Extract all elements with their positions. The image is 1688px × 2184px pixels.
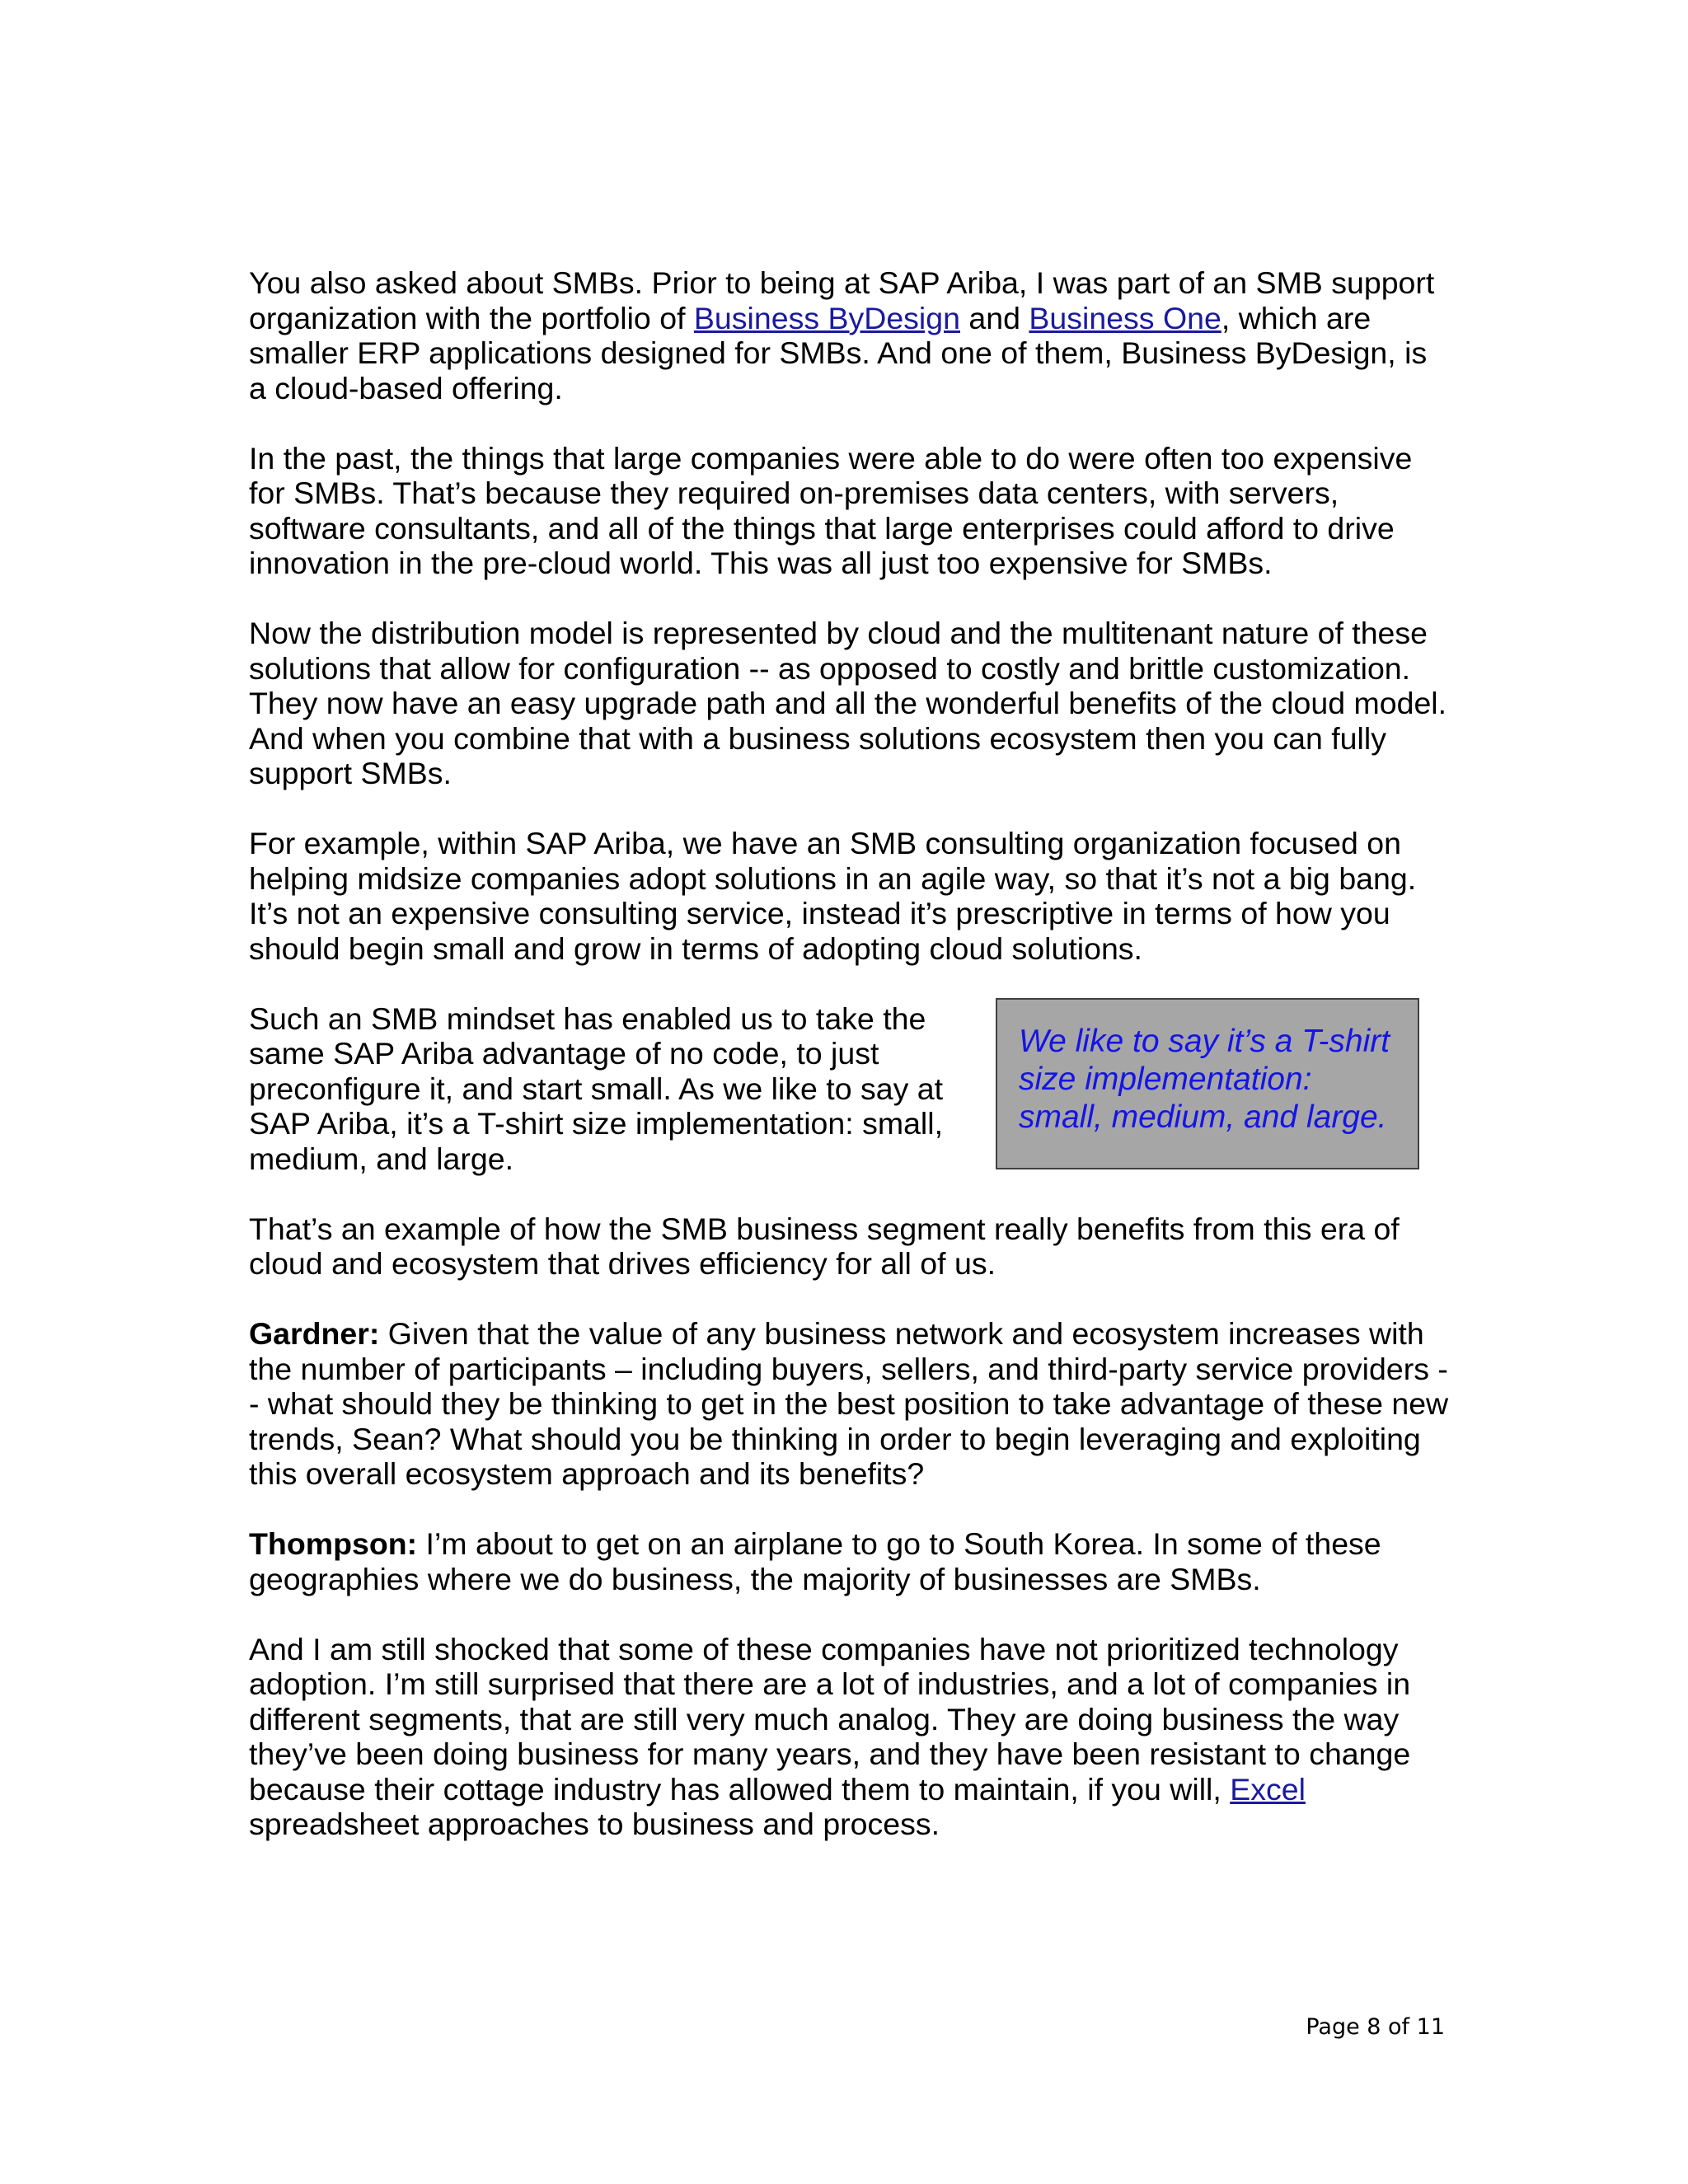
page-number: Page 8 of 11 — [1306, 2014, 1445, 2040]
mindset-section — [249, 1001, 1452, 1177]
paragraph-consulting-example: For example, within SAP Ariba, we have an SMB consulting organization focused on helping midsize companies adopt solutions in an agile way, so that it’s not a big bang. It’s not an expensive consulting service, instead it’s prescriptive in terms of how you should begin small and grow in terms of adopting cloud solutions. — [249, 826, 1417, 966]
business-one-link[interactable]: Business One — [1029, 300, 1221, 335]
paragraph-text: And I am still shocked that some of these companies have not prioritized technology adoption. I’m still surprised that there are a lot of industries, and a lot of companies in different segments, that are still very much analog. They are doing business the way they’ve been doing business for many years, and they have been resistant to change because their cottage industry has allowed them to maintain, if you will, — [249, 1631, 1411, 1807]
paragraph-smb-portfolio — [249, 265, 1452, 405]
speaker-label-thompson: Thompson: — [249, 1526, 418, 1561]
paragraph-text: and — [959, 300, 1029, 335]
pull-quote-box: We like to say it’s a T-shirt size implementation: small, medium, and large. — [996, 998, 1419, 1169]
paragraph-gardner-question — [249, 1316, 1452, 1492]
paragraph-segment-benefits: That’s an example of how the SMB business segment really benefits from this era of cloud and ecosystem that drives efficiency for all of us. — [249, 1211, 1400, 1281]
excel-link[interactable]: Excel — [1230, 1771, 1306, 1807]
paragraph-text: , which are smaller ERP applications designed for SMBs. And one of them, Business ByDesign, is a cloud-based offering. — [249, 300, 1428, 405]
paragraph-smb-mindset: Such an SMB mindset has enabled us to take the same SAP Ariba advantage of no code, to just preconfigure it, and start small. As we like to say at SAP Ariba, it’s a T-shirt size implementation: small, medium, and large. — [249, 1001, 944, 1176]
paragraph-text: You also asked about SMBs. Prior to being at SAP Ariba, I was part of an SMB support organization with the portfolio of — [249, 265, 1435, 335]
business-bydesign-link[interactable]: Business ByDesign — [693, 300, 960, 335]
paragraph-text: spreadsheet approaches to business and process. — [249, 1807, 940, 1841]
paragraph-distribution-model: Now the distribution model is represented by cloud and the multitenant nature of these solutions that allow for configuration -- as opposed to costly and brittle customization. They now have an easy upgrade path and all the wonderful benefits of the cloud model. And when you combine that with a business solutions ecosystem then you can fully support SMBs. — [249, 616, 1447, 790]
paragraph-text: Given that the value of any business network and ecosystem increases with the number of participants – including buyers, sellers, and third-party service providers -- what should they be thinking to get in the best position to take advantage of these new trends, Sean? What should you be thinking in order to begin leveraging and exploiting this overall ecosystem approach and its benefits? — [249, 1316, 1449, 1491]
paragraph-thompson-answer — [249, 1526, 1452, 1596]
paragraph-text: I’m about to get on an airplane to go to South Korea. In some of these geographies where we do business, the majority of businesses are SMBs. — [249, 1526, 1381, 1596]
article-body — [249, 265, 1452, 1877]
speaker-label-gardner: Gardner: — [249, 1316, 380, 1351]
paragraph-past-costs: In the past, the things that large companies were able to do were often too expensive for SMBs. That’s because they required on-premises data centers, with servers, software consultants, and all of the things that large enterprises could afford to drive innovation in the pre-cloud world. This was all just too expensive for SMBs. — [249, 440, 1413, 580]
paragraph-technology-adoption — [249, 1632, 1452, 1842]
